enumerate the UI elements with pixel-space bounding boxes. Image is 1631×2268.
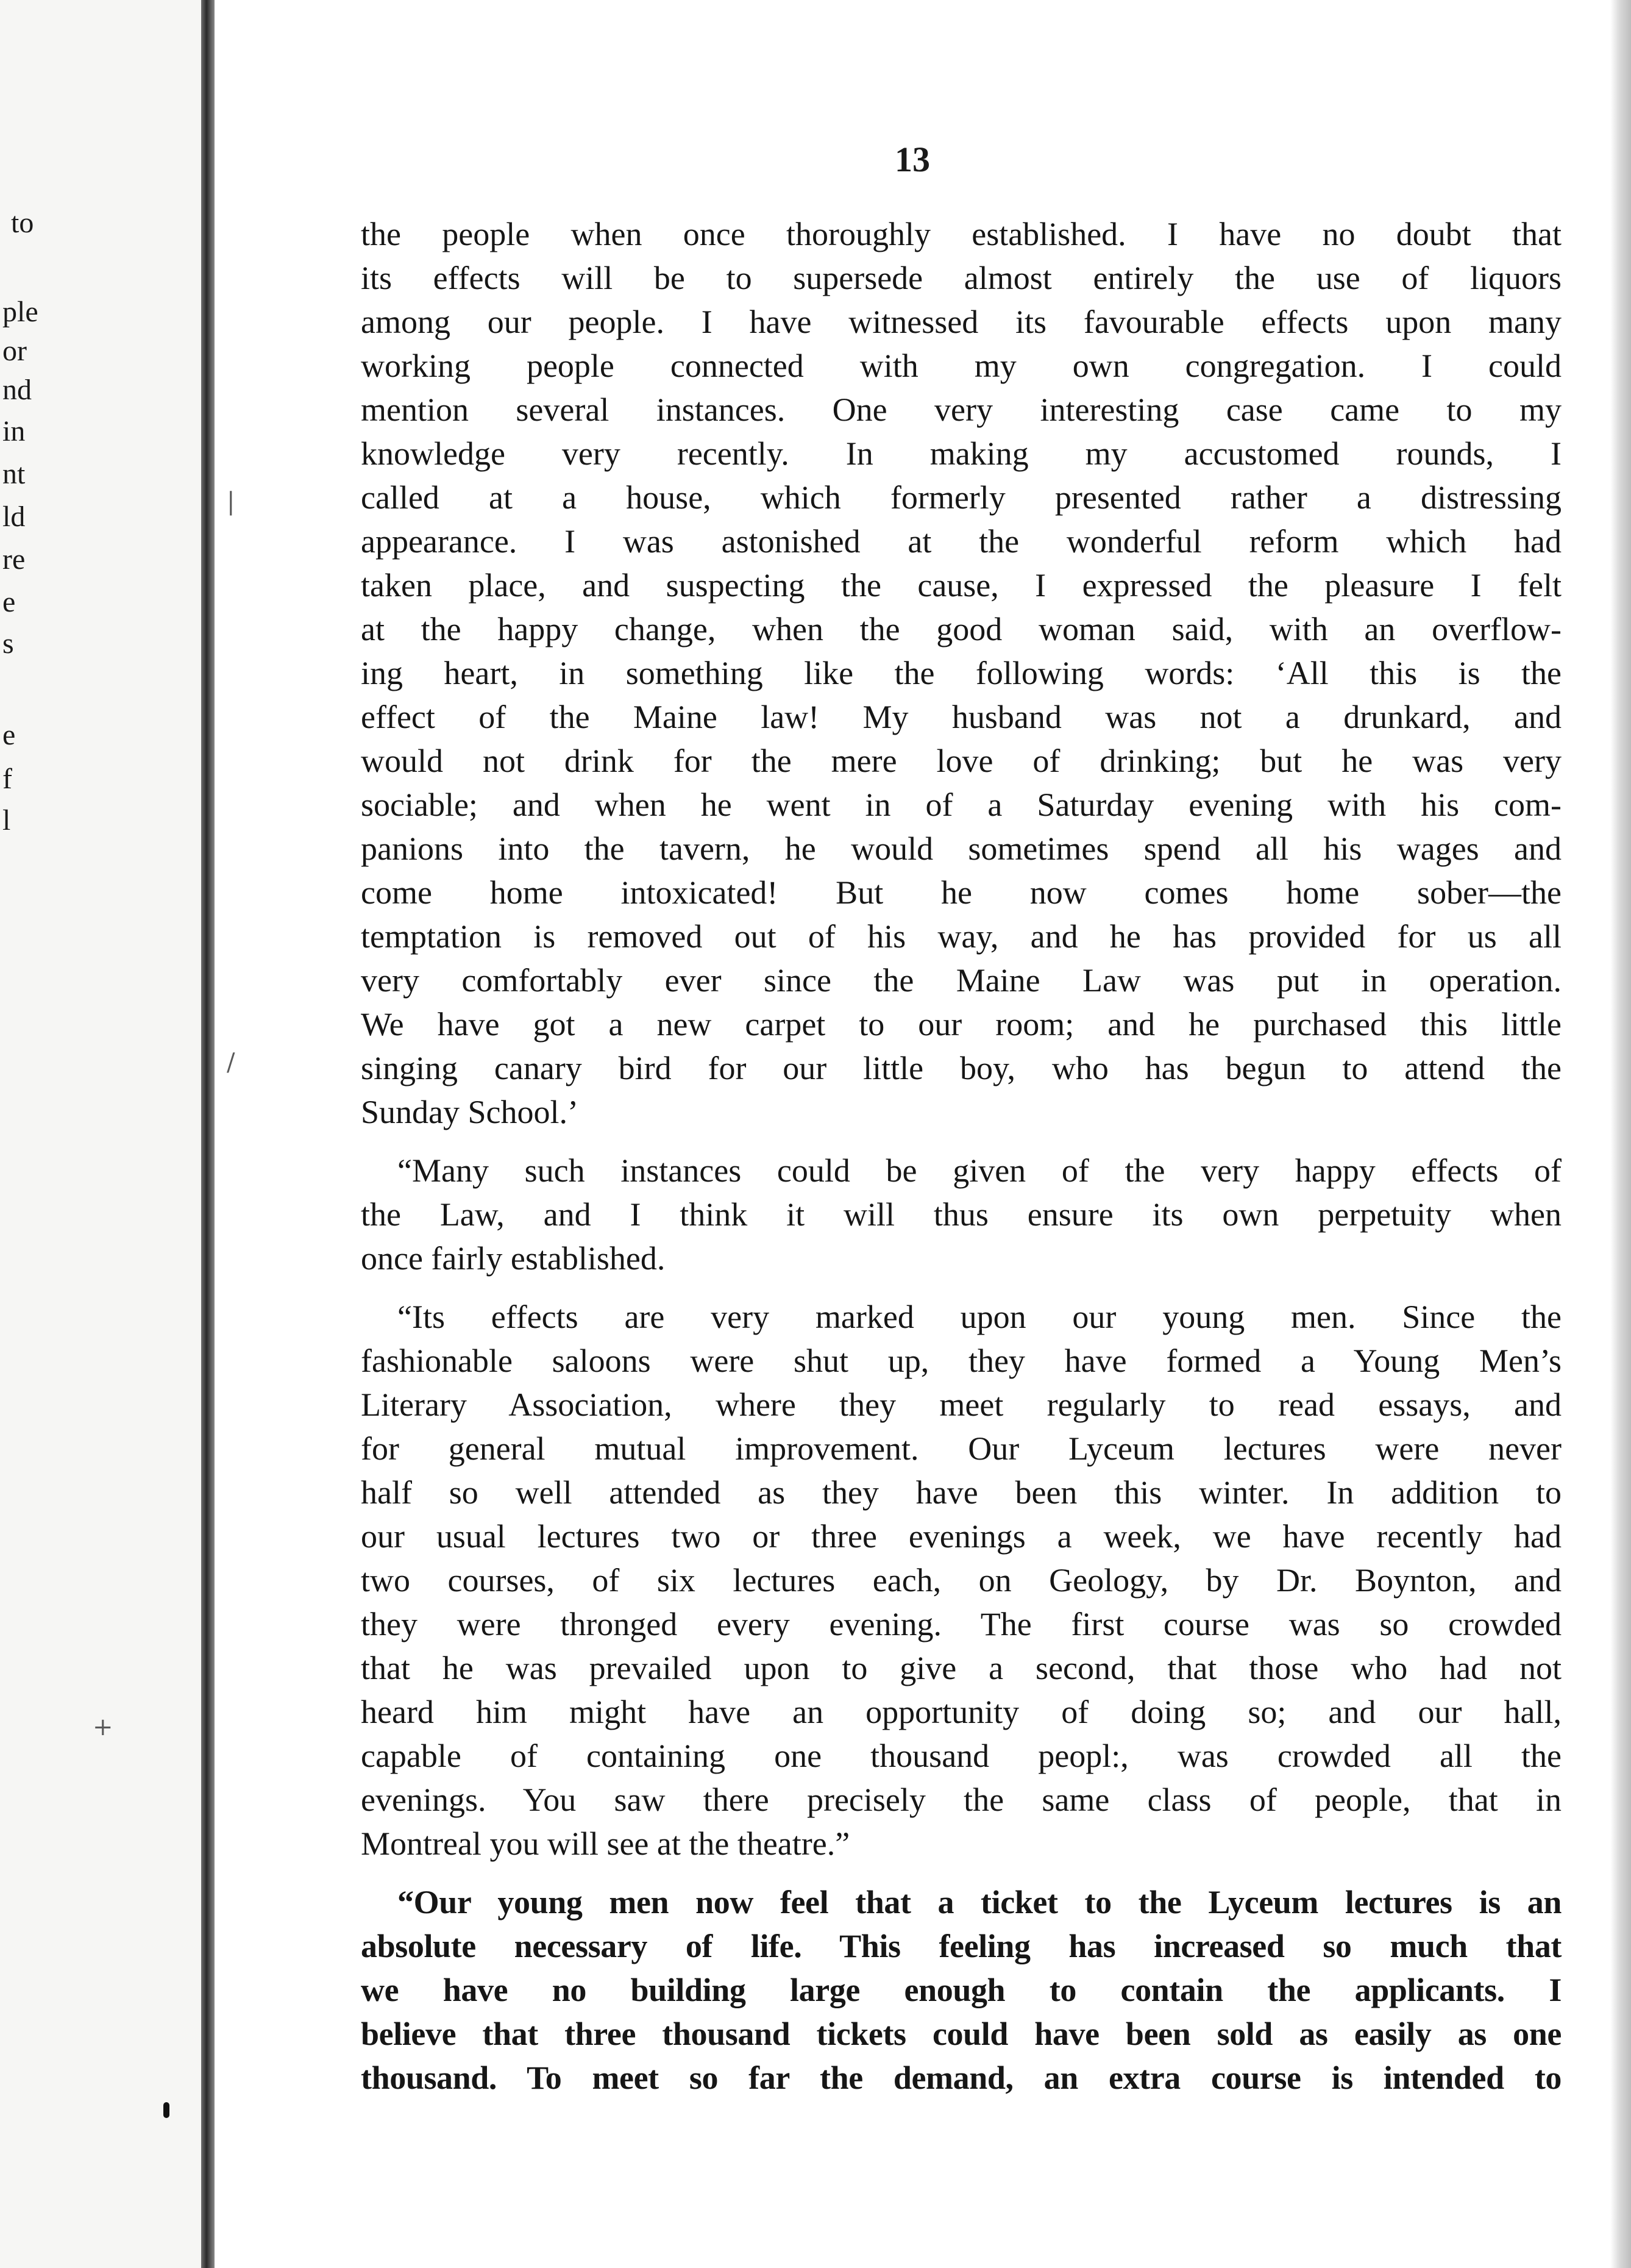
text-line: “Its effects are very marked upon our young men. Since the [397, 1299, 1562, 1335]
left-page-fragment: nt [2, 458, 26, 490]
paragraph [361, 212, 1562, 1134]
left-page-fragment: ld [2, 501, 26, 533]
paragraph [361, 1295, 1562, 1866]
left-page-fragment: e [2, 586, 16, 618]
margin-smudge: + [93, 1713, 113, 1741]
text-line: singing canary bird for our little boy, who has begun to attend the [361, 1050, 1562, 1086]
text-line: among our people. I have witnessed its favourable effects upon many [361, 304, 1562, 340]
text-line: would not drink for the mere love of drinking; but he was very [361, 743, 1562, 779]
text-line: absolute necessary of life. This feeling has increased so much that [361, 1928, 1562, 1964]
text-line: our usual lectures two or three evenings a week, we have recently had [361, 1518, 1562, 1555]
text-line: that he was prevailed upon to give a second, that those who had not [361, 1650, 1562, 1686]
text-line: sociable; and when he went in of a Saturday evening with his com- [361, 786, 1562, 823]
text-line: ing heart, in something like the following words: ‘All this is the [361, 655, 1562, 691]
text-line: knowledge very recently. In making my accustomed rounds, I [361, 435, 1562, 472]
page-number: 13 [895, 140, 930, 179]
text-line: appearance. I was astonished at the wonderful reform which had [361, 523, 1562, 560]
right-page [93, 0, 1610, 2268]
book-gutter [201, 0, 215, 2268]
text-line: taken place, and suspecting the cause, I expressed the pleasure I felt [361, 567, 1562, 604]
text-line: believe that three thousand tickets could have been sold as easily as one [361, 2016, 1562, 2052]
left-page-fragment: nd [2, 374, 32, 406]
text-line: working people connected with my own congregation. I could [361, 348, 1562, 384]
paragraph [361, 1149, 1562, 1280]
text-line: we have no building large enough to contain the applicants. I [361, 1972, 1562, 2008]
text-line: called at a house, which formerly presented rather a distressing [361, 479, 1562, 516]
text-line: capable of containing one thousand peopl:, was crowded all the [361, 1738, 1562, 1774]
left-page-edge [0, 0, 201, 2268]
text-line: temptation is removed out of his way, and he has provided for us all [361, 918, 1562, 955]
body-text [361, 212, 1562, 2114]
left-page-fragment: l [2, 804, 11, 836]
text-line: they were thronged every evening. The first course was so crowded [361, 1606, 1562, 1642]
text-line: two courses, of six lectures each, on Geology, by Dr. Boynton, and [361, 1562, 1562, 1599]
text-line: half so well attended as they have been this winter. In addition to [361, 1474, 1562, 1511]
paragraph [361, 1880, 1562, 2100]
text-line: for general mutual improvement. Our Lyceum lectures were never [361, 1430, 1562, 1467]
left-page-fragment: ple [2, 296, 38, 328]
left-page-fragment: or [2, 335, 27, 367]
page-edge-shadow [1610, 0, 1631, 2268]
text-line: Montreal you will see at the theatre.” [361, 1825, 850, 1862]
text-line: “Many such instances could be given of the very happy effects of [397, 1152, 1562, 1189]
text-line: once fairly established. [361, 1240, 666, 1277]
text-line: its effects will be to supersede almost entirely the use of liquors [361, 260, 1562, 296]
text-line: fashionable saloons were shut up, they have formed a Young Men’s [361, 1343, 1562, 1379]
text-line: heard him might have an opportunity of doing so; and our hall, [361, 1694, 1562, 1730]
left-page-fragment: in [2, 415, 26, 448]
text-line: Literary Association, where they meet regularly to read essays, and [361, 1386, 1562, 1423]
left-page-fragment: to [11, 207, 34, 239]
text-line: We have got a new carpet to our room; and he purchased this little [361, 1006, 1562, 1043]
text-line: come home intoxicated! But he now comes home sober—the [361, 874, 1562, 911]
margin-smudge: / [227, 1049, 235, 1077]
ink-mark [163, 2102, 169, 2118]
left-page-fragment: f [2, 763, 12, 795]
text-line: the Law, and I think it will thus ensure its own perpetuity when [361, 1196, 1562, 1233]
text-line: “Our young men now feel that a ticket to the Lyceum lectures is an [397, 1884, 1562, 1920]
text-line: effect of the Maine law! My husband was not a drunkard, and [361, 699, 1562, 735]
text-line: panions into the tavern, he would sometimes spend all his wages and [361, 830, 1562, 867]
margin-smudge: | [227, 488, 235, 516]
text-line: Sunday School.’ [361, 1094, 578, 1130]
text-line: mention several instances. One very interesting case came to my [361, 391, 1562, 428]
text-line: thousand. To meet so far the demand, an extra course is intended to [361, 2059, 1562, 2096]
left-page-fragment: e [2, 719, 16, 751]
text-line: the people when once thoroughly established. I have no doubt that [361, 216, 1562, 252]
left-page-fragment: s [2, 627, 14, 660]
text-line: evenings. You saw there precisely the same class of people, that in [361, 1781, 1562, 1818]
left-page-fragment: re [2, 543, 26, 576]
text-line: at the happy change, when the good woman said, with an overflow- [361, 611, 1562, 647]
text-line: very comfortably ever since the Maine Law was put in operation. [361, 962, 1562, 999]
